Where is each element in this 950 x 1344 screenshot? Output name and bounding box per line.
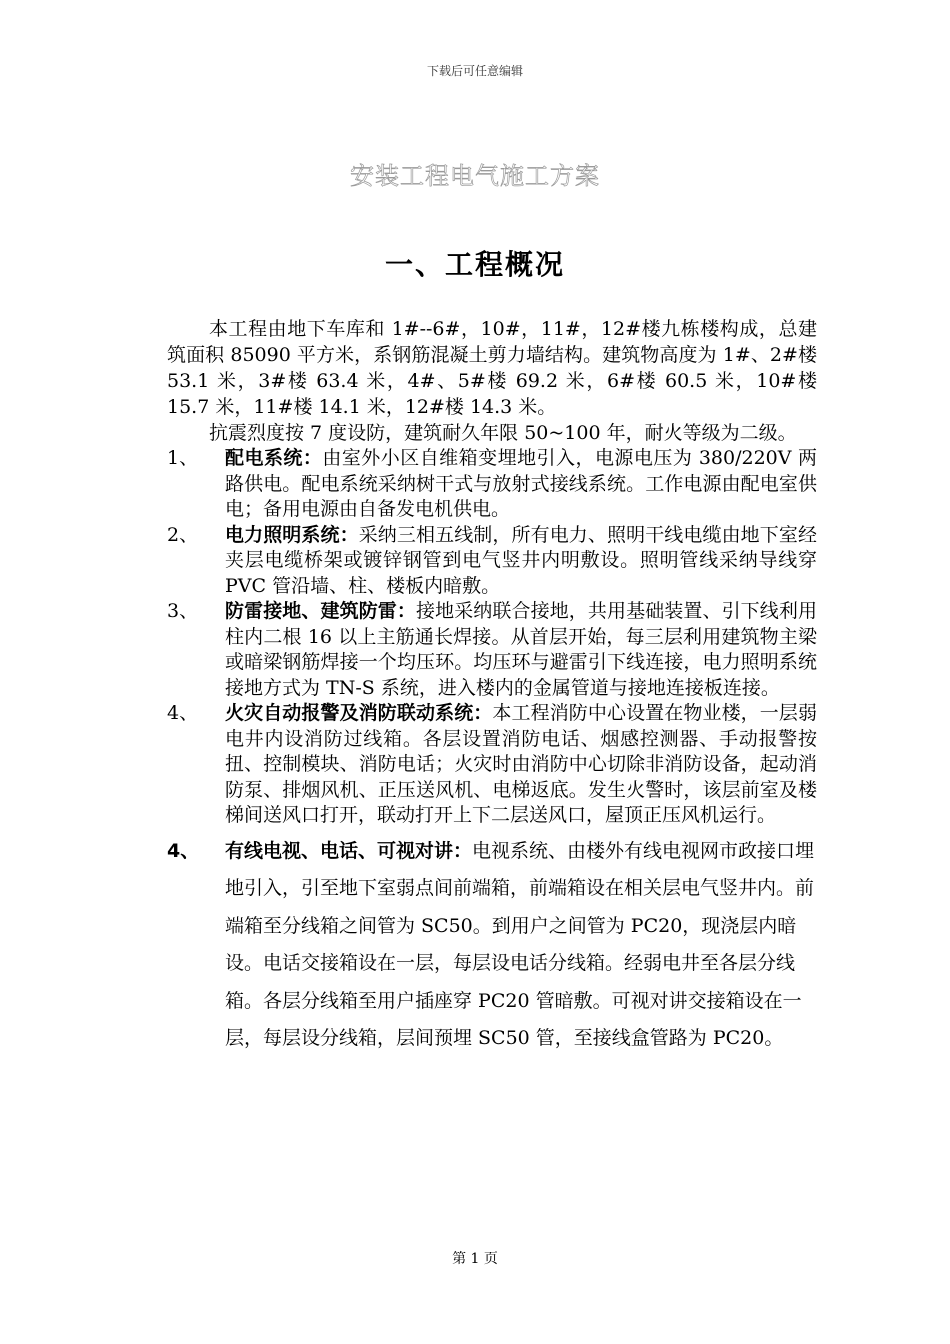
item-text: 由室外小区自维箱变埋地引入，电源电压为 380/220V 两路供电。配电系统采纳树干式与放射式接线系统。工作电源由配电室供电；备用电源由自备发电机供电。: [225, 447, 817, 520]
page-number: 第 1 页: [452, 1251, 498, 1267]
item-text: 采纳三相五线制，所有电力、照明干线电缆由地下室经夹层电缆桥架或镀锌钢管到电气竖井内明敷设。照明管线采纳导线穿 PVC 管沿墙、柱、楼板内暗敷。: [225, 523, 817, 597]
document-title: 安装工程电气施工方案: [350, 162, 600, 190]
header-note: 下载后可任意编辑: [426, 64, 523, 78]
item-label: 有线电视、电话、可视对讲：: [225, 839, 473, 862]
list-item: [167, 523, 817, 600]
paragraph-seismic: 抗震烈度按 7 度设防，建筑耐久年限 50~100 年，耐火等级为二级。: [209, 422, 797, 444]
item-number: 3、: [167, 600, 199, 622]
item-label: 配电系统：: [225, 447, 323, 469]
item-number: 4、: [167, 702, 199, 724]
item-text: 本工程消防中心设置在物业楼，一层弱电井内设消防过线箱。各层设置消防电话、烟感控测器、手动报警按扭、控制模块、消防电话；火灾时由消防中心切除非消防设备，起动消防泵、排烟风机、正压送风机、电梯返底。发生火警时，该层前室及楼梯间送风口打开，联动打开上下二层送风口，屋顶正压风机运行。: [225, 702, 817, 826]
list-item: [167, 446, 817, 523]
document-body: [167, 316, 817, 1058]
paragraph-overview: 本工程由地下车库和 1#--6#，10#，11#，12#楼九栋楼构成，总建筑面积 85090 平方米，系钢筋混凝土剪力墙结构。建筑物高度为 1#、2#楼 53.1 米，3#楼 63.4 米，4#、5#楼 69.2 米，6#楼 60.5 米，10#楼 15.7 米，11#楼 14.1 米，12#楼 14.3 米。: [167, 318, 817, 418]
item-number: 2、: [167, 523, 199, 546]
item-text: 接地采纳联合接地，共用基础装置、引下线利用柱内二根 16 以上主筋通长焊接。从首层开始，每三层利用建筑物主梁或暗梁钢筋焊接一个均压环。均压环与避雷引下线连接，电力照明系统接地方式为 TN-S 系统，进入楼内的金属管道与接地连接板连接。: [225, 600, 817, 699]
list-item: [167, 833, 817, 1058]
item-number: 4、: [167, 839, 200, 862]
item-label: 防雷接地、建筑防雷：: [225, 600, 416, 622]
item-text: 电视系统、由楼外有线电视网市政接口埋地引入，引至地下室弱点间前端箱，前端箱设在相关层电气竖井内。前端箱至分线箱之间管为 SC50。到用户之间管为 PC20，现浇层内暗设。电话交接箱设在一层，每层设电话分线箱。经弱电井至各层分线箱。各层分线箱至用户插座穿 PC20 管暗敷。可视对讲交接箱设在一层，每层设分线箱，层间预埋 SC50 管，至接线盒管路为 PC20。: [225, 839, 815, 1049]
list-item: [167, 599, 817, 701]
item-number: 1、: [167, 447, 199, 469]
section-title: 一、工程概况: [384, 248, 565, 281]
item-label: 电力照明系统：: [225, 523, 359, 546]
item-label: 火灾自动报警及消防联动系统：: [225, 702, 493, 724]
list-item: [167, 701, 817, 829]
